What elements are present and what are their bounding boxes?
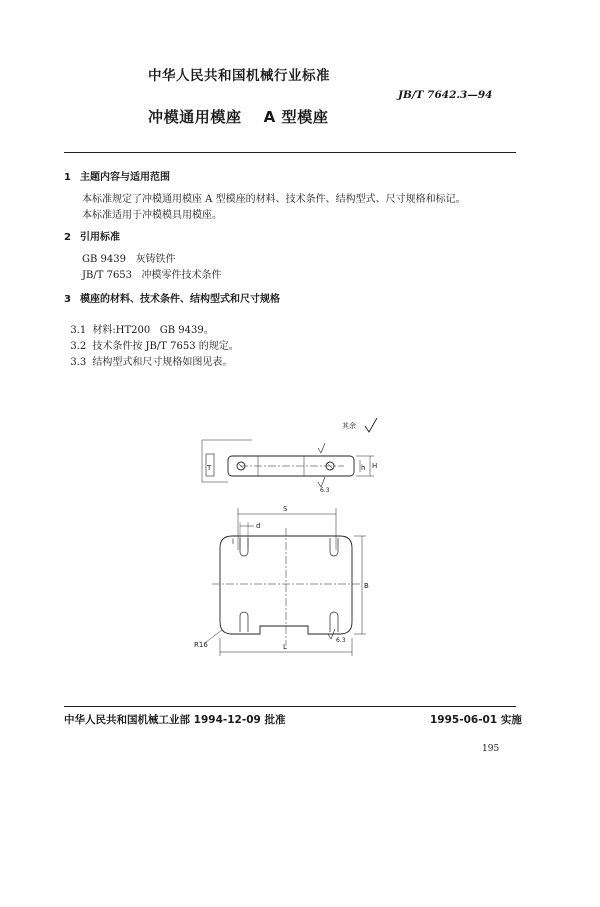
- approval-line: 中华人民共和国机械工业部 1994-12-09 批准: [64, 714, 286, 726]
- top-rule: [64, 152, 516, 153]
- section-1-heading: 1 主题内容与适用范围: [64, 172, 170, 183]
- plan-view: [206, 508, 366, 656]
- section-2-heading: 2 引用标准: [64, 232, 120, 243]
- side-dimension-H: H: [372, 462, 378, 470]
- implementation-date: 1995-06-01 实施: [430, 714, 522, 726]
- plan-dimension-L: L: [283, 643, 287, 651]
- side-dimension-T: T: [207, 464, 212, 472]
- roughness-value-side: 6.3: [320, 487, 330, 494]
- reference-gb9439: GB 9439 灰铸铁件: [82, 254, 176, 265]
- surface-roughness-symbol: [365, 418, 377, 432]
- page-number: 195: [482, 744, 500, 754]
- clause-3-2: 3.2 技术条件按 JB/T 7653 的规定。: [70, 341, 239, 352]
- plan-dimension-l: l: [232, 538, 234, 546]
- plan-dimension-B: B: [364, 582, 369, 590]
- section-3-heading: 3 模座的材料、技术条件、结构型式和尺寸规格: [64, 294, 280, 305]
- roughness-value-plan: 6.3: [336, 637, 346, 644]
- section-1-paragraph-2: 本标准适用于冲模模具用模座。: [82, 210, 222, 221]
- standard-code: JB/T 7642.3—94: [398, 89, 493, 101]
- roughness-note-label: 其余: [342, 422, 356, 430]
- plan-dimension-S: S: [283, 505, 288, 513]
- mold-base-drawing: [180, 410, 390, 670]
- reference-jbt7653: JB/T 7653 冲模零件技术条件: [82, 270, 222, 281]
- side-view: [202, 440, 374, 487]
- title-main: 冲模通用模座: [148, 108, 242, 126]
- clause-3-3: 3.3 结构型式和尺寸规格如图见表。: [70, 357, 233, 368]
- clause-3-1: 3.1 材料:HT200 GB 9439。: [70, 325, 214, 336]
- side-dimension-h: h: [361, 464, 366, 472]
- issuing-organization: 中华人民共和国机械行业标准: [148, 68, 330, 84]
- plan-dimension-d: d: [256, 522, 261, 530]
- corner-radius-label: R16: [194, 641, 208, 649]
- title-sub: A 型模座: [263, 108, 329, 126]
- document-title: [148, 106, 328, 127]
- bottom-rule: [64, 706, 516, 707]
- section-1-paragraph-1: 本标准规定了冲模通用模座 A 型模座的材料、技术条件、结构型式、尺寸规格和标记。: [82, 194, 466, 205]
